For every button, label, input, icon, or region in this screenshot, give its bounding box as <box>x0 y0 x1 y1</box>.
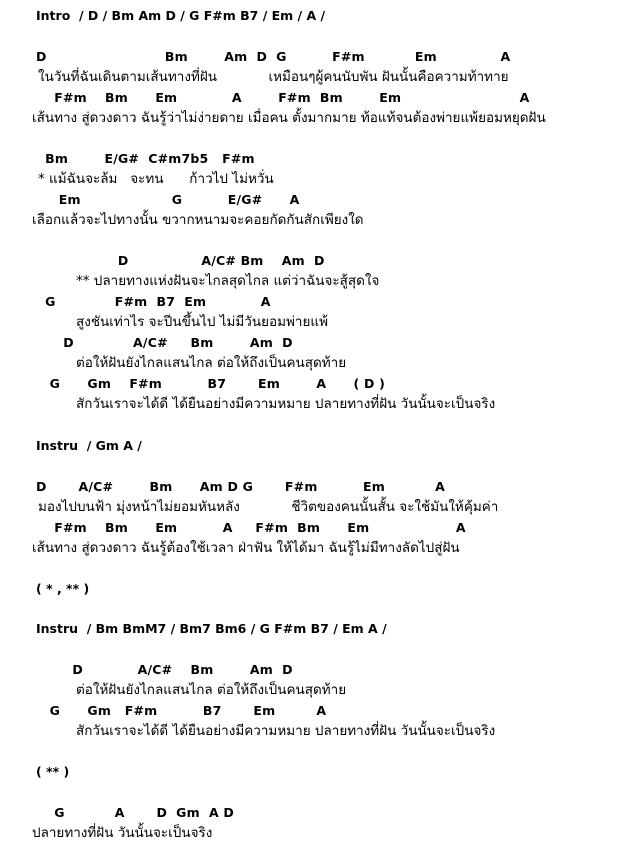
lyric-line: สักวันเราจะได้ดี ได้ยืนอย่างมีความหมาย ปลายทางที่ฝัน วันนั้นจะเป็นจริง <box>76 396 496 412</box>
chord-line: F#m Bm Em A F#m Bm Em A <box>36 90 530 105</box>
lyric-line: เส้นทาง สู่ดวงดาว ฉันรู้ต้องใช้เวลา ฝ่าฟัน ให้ได้มา ฉันรู้ไม่มีทางลัดไปสู่ฝัน <box>32 540 460 556</box>
section-label: Instru / Bm BmM7 / Bm7 Bm6 / G F#m B7 / Em A / <box>36 621 387 636</box>
chord-line: G F#m B7 Em A <box>36 294 271 309</box>
chord-line: G Gm F#m B7 Em A ( D ) <box>36 376 386 391</box>
chord-line: F#m Bm Em A F#m Bm Em A <box>36 520 466 535</box>
chord-line: D A/C# Bm Am D <box>36 335 293 350</box>
lyric-line: มองไปบนฟ้า มุ่งหน้าไม่ยอมหันหลัง ชีวิตของคนนั้นสั้น จะใช้มันให้คุ้มค่า <box>38 499 499 515</box>
lyric-line: ในวันที่ฉันเดินตามเส้นทางที่ฝัน เหมือนๆผู้คนนับพัน ฝันนั้นคือความท้าทาย <box>38 69 509 85</box>
lyric-line: สูงชันเท่าไร จะปีนขึ้นไป ไม่มีวันยอมพ่ายแพ้ <box>76 314 329 330</box>
lyric-line: * แม้ฉันจะล้ม จะทน ก้าวไป ไม่หวั่น <box>38 171 274 187</box>
section-label: Instru / Gm A / <box>36 438 142 453</box>
chord-line: D A/C# Bm Am D <box>36 662 293 677</box>
lyric-line: ** ปลายทางแห่งฝันจะไกลสุดไกล แต่ว่าฉันจะสู้สุดใจ <box>76 273 380 289</box>
lyric-line: เส้นทาง สู่ดวงดาว ฉันรู้ว่าไม่ง่ายดาย เมื่อคน ตั้งมากมาย ท้อแท้จนต้องพ่ายแพ้ยอมหยุดฝัน <box>32 110 546 126</box>
lyric-line: ต่อให้ฝันยังไกลแสนไกล ต่อให้ถึงเป็นคนสุดท้าย <box>76 355 347 371</box>
lyric-line: ปลายทางที่ฝัน วันนั้นจะเป็นจริง <box>32 825 213 841</box>
chord-line: Bm E/G# C#m7b5 F#m <box>36 151 255 166</box>
lyric-line: ต่อให้ฝันยังไกลแสนไกล ต่อให้ถึงเป็นคนสุดท้าย <box>76 682 347 698</box>
chord-line: G A D Gm A D <box>36 805 234 820</box>
chord-line: D Bm Am D G F#m Em A <box>36 49 511 64</box>
chord-line: D A/C# Bm Am D <box>36 253 325 268</box>
chord-line: G Gm F#m B7 Em A <box>36 703 327 718</box>
lyric-line: สักวันเราจะได้ดี ได้ยืนอย่างมีความหมาย ปลายทางที่ฝัน วันนั้นจะเป็นจริง <box>76 723 496 739</box>
chord-line: Em G E/G# A <box>36 192 300 207</box>
repeat-marker: ( ** ) <box>36 764 70 779</box>
section-label: Intro / D / Bm Am D / G F#m B7 / Em / A / <box>36 8 326 23</box>
lyric-line: เลือกแล้วจะไปทางนั้น ขวากหนามจะคอยกัดกันสักเพียงใด <box>32 212 364 228</box>
repeat-marker: ( * , ** ) <box>36 581 90 596</box>
chord-line: D A/C# Bm Am D G F#m Em A <box>36 479 445 494</box>
